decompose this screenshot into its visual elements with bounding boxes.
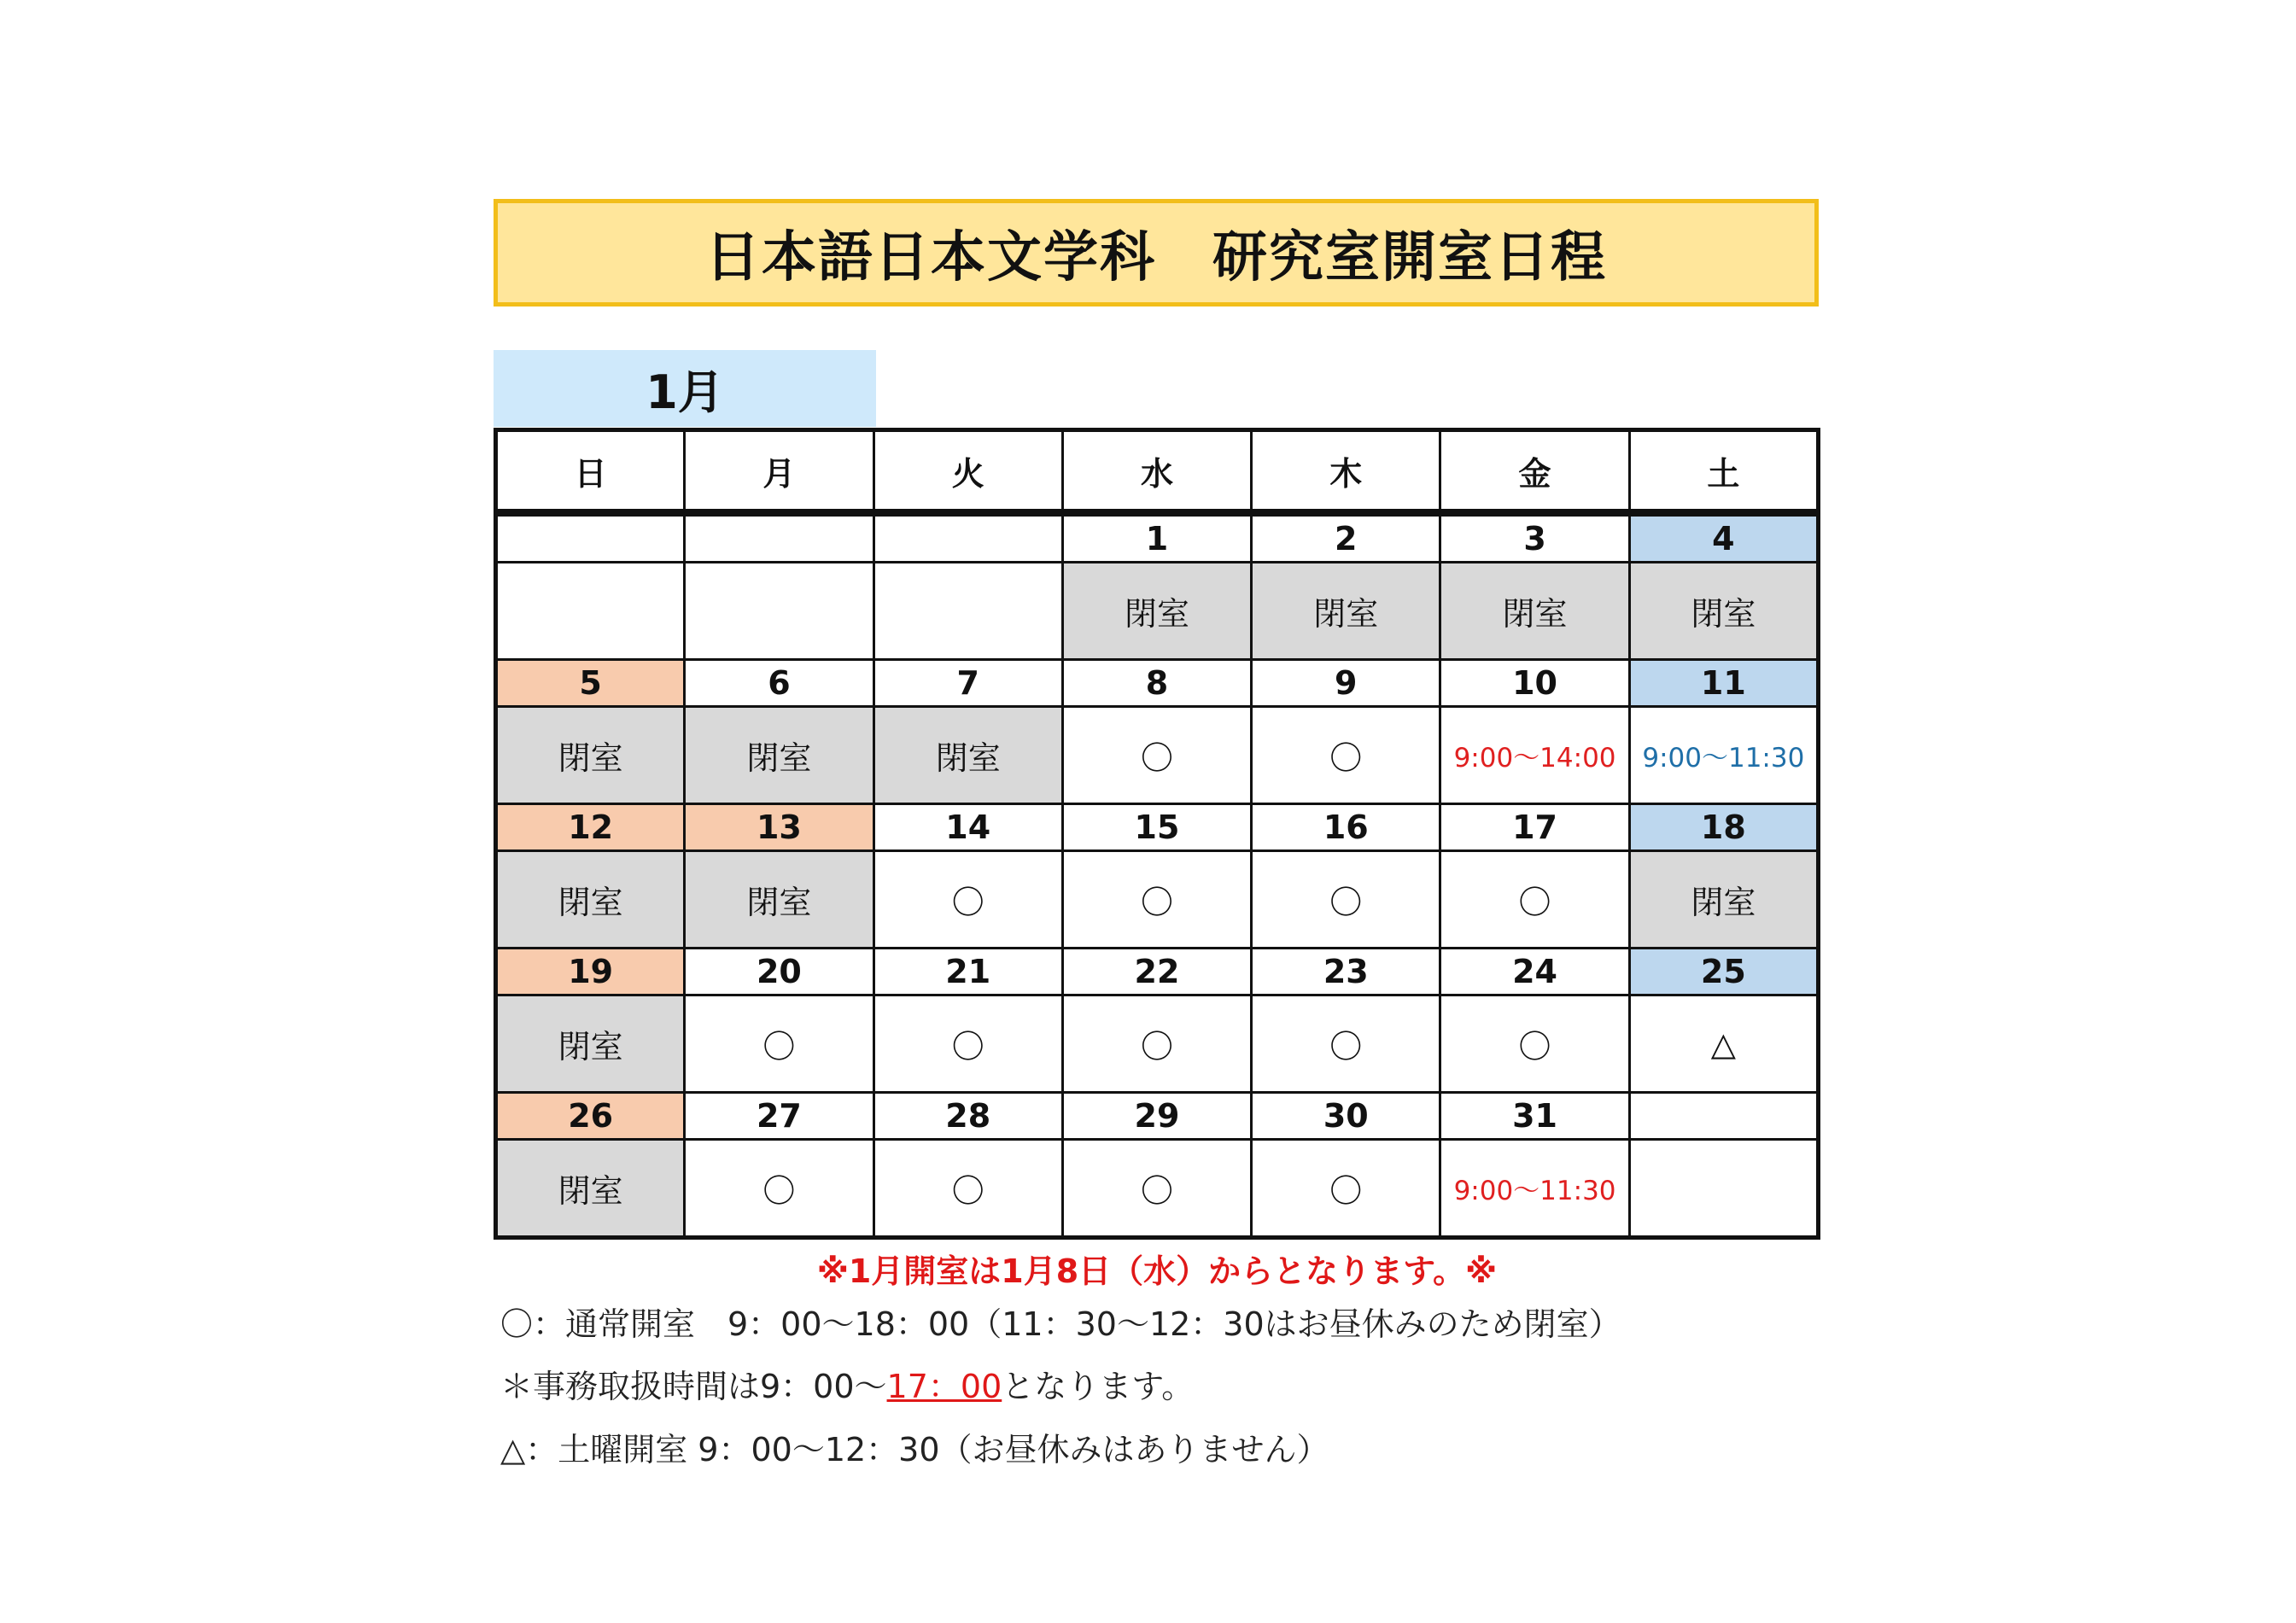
status-cell — [1629, 1140, 1818, 1238]
legend-office-hours-prefix: ＊事務取扱時間は9：00～ — [500, 1368, 887, 1405]
date-cell: 7 — [873, 660, 1062, 707]
date-cell — [1629, 1093, 1818, 1140]
date-cell: 23 — [1252, 949, 1440, 995]
month-label-box — [494, 350, 876, 427]
status-row — [496, 995, 1819, 1093]
status-cell-open: 〇 — [1252, 707, 1440, 804]
date-cell: 2 — [1252, 516, 1440, 563]
weekday-header: 金 — [1440, 430, 1629, 511]
status-cell-closed: 閉室 — [496, 995, 685, 1093]
date-cell: 8 — [1062, 660, 1251, 707]
status-cell-open: 〇 — [685, 1140, 873, 1238]
status-cell-saturday-open: △ — [1629, 995, 1818, 1093]
status-cell-open: 〇 — [1062, 1140, 1251, 1238]
date-cell: 30 — [1252, 1093, 1440, 1140]
page-title: 日本語日本文学科 研究室開室日程 — [705, 226, 1607, 289]
date-cell-holiday: 13 — [685, 804, 873, 851]
status-cell-closed: 閉室 — [1252, 563, 1440, 660]
status-cell-open: 〇 — [1440, 851, 1629, 949]
weekday-header: 日 — [496, 430, 685, 511]
weekday-header: 火 — [873, 430, 1062, 511]
status-row — [496, 563, 1819, 660]
title-banner — [494, 199, 1819, 307]
date-cell-holiday: 12 — [496, 804, 685, 851]
special-hours-text: 9:00～11:30 — [1453, 1176, 1616, 1206]
month-label: 1月 — [646, 365, 724, 419]
special-hours-text: 9:00～14:00 — [1453, 743, 1616, 774]
status-row — [496, 851, 1819, 949]
status-cell-closed: 閉室 — [1440, 563, 1629, 660]
date-cell: 21 — [873, 949, 1062, 995]
status-cell-closed: 閉室 — [496, 1140, 685, 1238]
date-cell: 20 — [685, 949, 873, 995]
status-cell-open: 〇 — [1440, 995, 1629, 1093]
status-cell-time — [1629, 707, 1818, 804]
weekday-header-row — [496, 430, 1819, 511]
date-cell: 16 — [1252, 804, 1440, 851]
status-cell — [685, 563, 873, 660]
date-cell-saturday: 18 — [1629, 804, 1818, 851]
date-cell: 3 — [1440, 516, 1629, 563]
legend-normal-hours: 〇：通常開室 9：00～18：00（11：30～12：30はお昼休みのため閉室） — [500, 1305, 1621, 1343]
status-cell-closed: 閉室 — [1629, 563, 1818, 660]
date-cell: 14 — [873, 804, 1062, 851]
weekday-header: 土 — [1629, 430, 1818, 511]
date-cell: 27 — [685, 1093, 873, 1140]
date-row — [496, 516, 1819, 563]
date-cell-holiday: 19 — [496, 949, 685, 995]
date-cell-saturday: 11 — [1629, 660, 1818, 707]
date-cell: 1 — [1062, 516, 1251, 563]
date-row — [496, 660, 1819, 707]
status-cell-open: 〇 — [873, 995, 1062, 1093]
date-cell: 17 — [1440, 804, 1629, 851]
date-row — [496, 804, 1819, 851]
status-cell-open: 〇 — [1252, 995, 1440, 1093]
status-cell-open: 〇 — [685, 995, 873, 1093]
status-cell-open: 〇 — [1062, 851, 1251, 949]
status-cell — [496, 563, 685, 660]
date-row — [496, 949, 1819, 995]
status-cell-open: 〇 — [1062, 707, 1251, 804]
status-cell-open: 〇 — [873, 851, 1062, 949]
date-cell-saturday: 4 — [1629, 516, 1818, 563]
legend-office-hours-suffix: となります。 — [1002, 1368, 1195, 1405]
date-cell: 24 — [1440, 949, 1629, 995]
date-cell: 22 — [1062, 949, 1251, 995]
date-row — [496, 1093, 1819, 1140]
date-cell-saturday: 25 — [1629, 949, 1818, 995]
calendar-table — [494, 428, 1820, 1240]
date-cell: 29 — [1062, 1093, 1251, 1140]
date-cell: 15 — [1062, 804, 1251, 851]
date-cell: 31 — [1440, 1093, 1629, 1140]
date-cell: 10 — [1440, 660, 1629, 707]
weekday-header: 木 — [1252, 430, 1440, 511]
legend-saturday-hours: △：土曜開室 9：00～12：30（お昼休みはありません） — [500, 1431, 1329, 1468]
status-cell-closed: 閉室 — [873, 707, 1062, 804]
status-cell-closed: 閉室 — [1629, 851, 1818, 949]
status-cell-open: 〇 — [1252, 1140, 1440, 1238]
status-cell-closed: 閉室 — [496, 851, 685, 949]
status-cell-closed: 閉室 — [496, 707, 685, 804]
date-cell — [496, 516, 685, 563]
status-cell-open: 〇 — [1062, 995, 1251, 1093]
weekday-header: 水 — [1062, 430, 1251, 511]
status-cell-closed: 閉室 — [685, 851, 873, 949]
legend-office-hours-highlight: 17：00 — [886, 1368, 1002, 1405]
status-cell-open: 〇 — [1252, 851, 1440, 949]
date-cell — [873, 516, 1062, 563]
date-cell — [685, 516, 873, 563]
status-cell-open: 〇 — [873, 1140, 1062, 1238]
status-cell — [873, 563, 1062, 660]
status-cell-time — [1440, 1140, 1629, 1238]
status-row — [496, 1140, 1819, 1238]
weekday-header: 月 — [685, 430, 873, 511]
status-row — [496, 707, 1819, 804]
date-cell: 9 — [1252, 660, 1440, 707]
date-cell: 6 — [685, 660, 873, 707]
opening-notice: ※1月開室は1月8日（水）からとなります。※ — [816, 1252, 1498, 1290]
status-cell-time — [1440, 707, 1629, 804]
status-cell-closed: 閉室 — [685, 707, 873, 804]
legend-office-hours — [500, 1360, 1194, 1407]
date-cell: 28 — [873, 1093, 1062, 1140]
date-cell-holiday: 26 — [496, 1093, 685, 1140]
special-hours-text: 9:00～11:30 — [1642, 743, 1805, 774]
date-cell-holiday: 5 — [496, 660, 685, 707]
status-cell-closed: 閉室 — [1062, 563, 1251, 660]
